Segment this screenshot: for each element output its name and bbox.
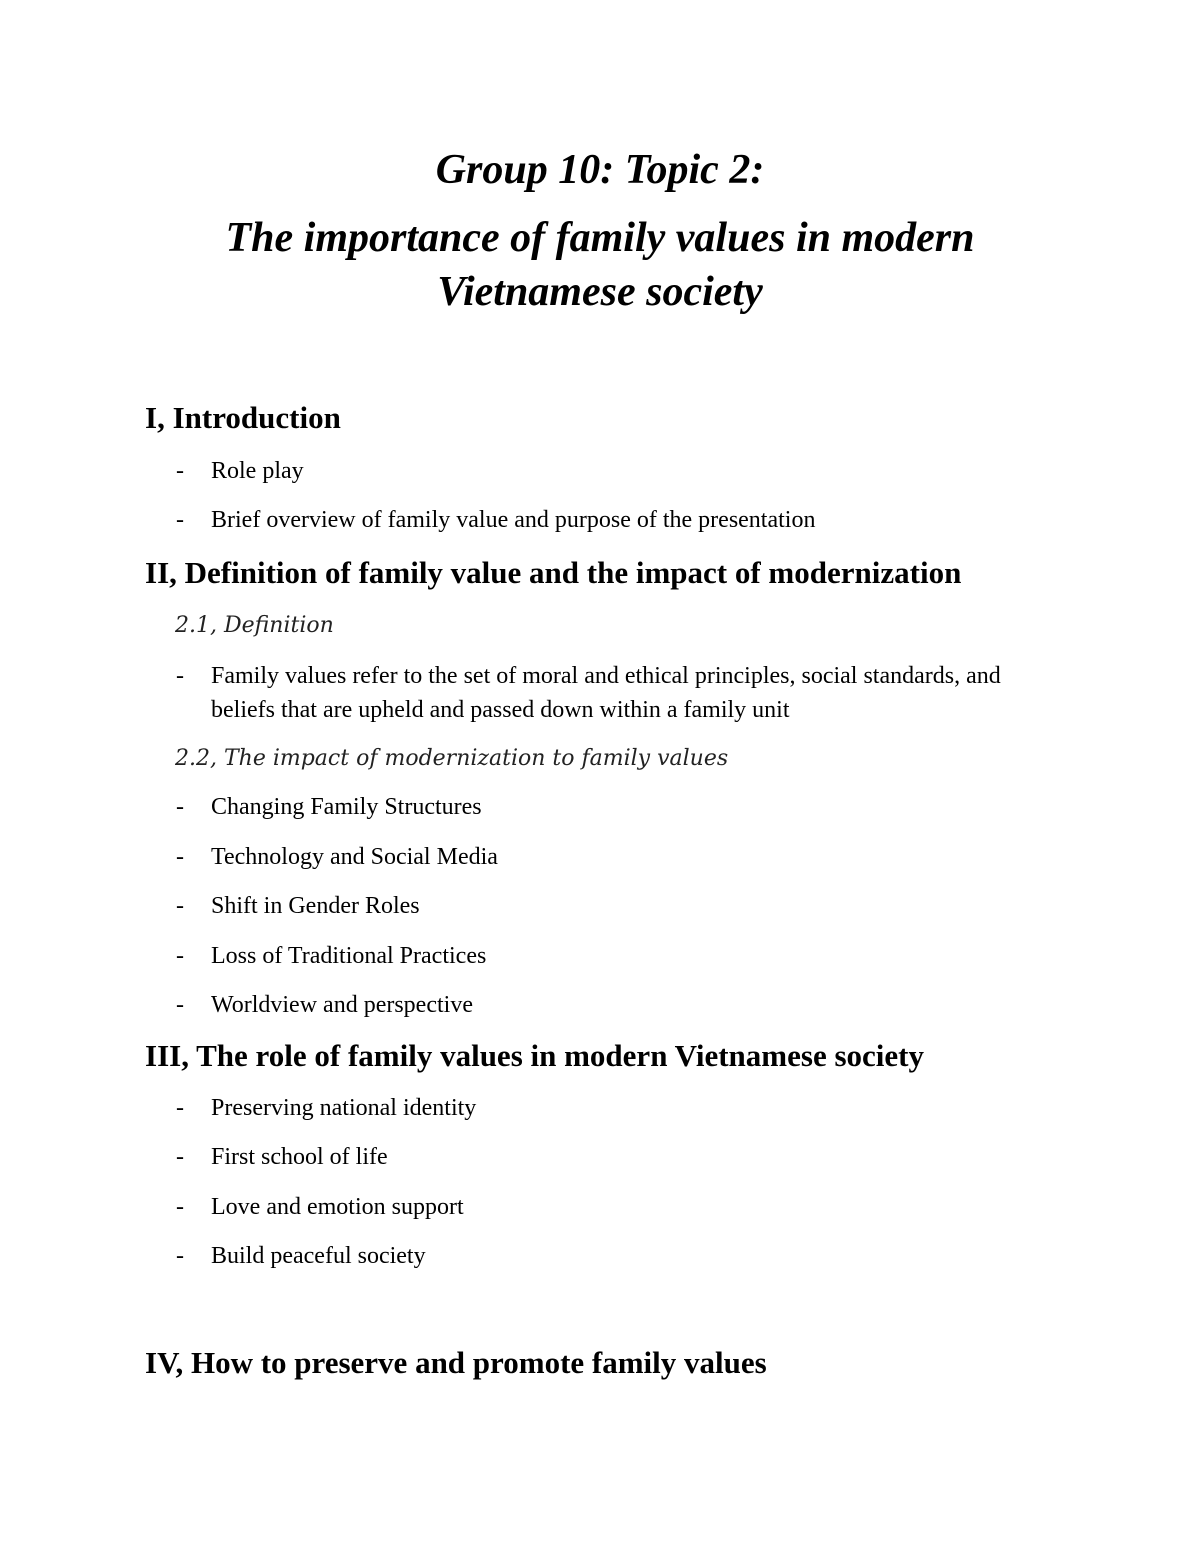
section-heading-role: III, The role of family values in modern Vietnamese society: [145, 1038, 924, 1073]
list-item: - First school of life: [176, 1140, 1051, 1174]
section-heading-definition: II, Definition of family value and the impact of modernization: [145, 555, 962, 590]
bullet-dash: -: [176, 458, 184, 484]
subsection-heading-impact: 2.2, The impact of modernization to family values: [175, 746, 729, 771]
list-item: - Technology and Social Media: [176, 840, 1051, 874]
bullet-dash: -: [176, 1194, 184, 1220]
list-item: - Changing Family Structures: [176, 790, 1051, 824]
section-heading-introduction: I, Introduction: [145, 400, 341, 435]
list-item: - Brief overview of family value and purpose of the presentation: [176, 503, 1051, 537]
bullet-dash: -: [176, 794, 184, 820]
list-item: - Build peaceful society: [176, 1239, 1051, 1273]
bullet-dash: -: [176, 507, 184, 533]
list-item: - Loss of Traditional Practices: [176, 939, 1051, 973]
bullet-dash: -: [176, 893, 184, 919]
title-line-3: Vietnamese society: [437, 269, 763, 315]
bullet-dash: -: [176, 1095, 184, 1121]
section-heading-preserve: IV, How to preserve and promote family values: [145, 1345, 767, 1380]
list-item: - Worldview and perspective: [176, 988, 1051, 1022]
title-line-1: Group 10: Topic 2:: [435, 147, 765, 193]
bullet-dash: -: [176, 663, 184, 689]
list-item: - Role play: [176, 454, 1051, 488]
bullet-dash: -: [176, 844, 184, 870]
bullet-dash: -: [176, 1243, 184, 1269]
bullet-dash: -: [176, 1144, 184, 1170]
bullet-dash: -: [176, 943, 184, 969]
bullet-dash: -: [176, 992, 184, 1018]
title-line-2: The importance of family values in modern: [225, 215, 975, 261]
list-item: - Family values refer to the set of moral and ethical principles, social standards, and beliefs that are upheld and passed down within a family unit: [176, 659, 1051, 727]
list-item: - Shift in Gender Roles: [176, 889, 1051, 923]
subsection-heading-definition: 2.1, Definition: [175, 613, 334, 638]
list-item: - Preserving national identity: [176, 1091, 1051, 1125]
list-item: - Love and emotion support: [176, 1190, 1051, 1224]
